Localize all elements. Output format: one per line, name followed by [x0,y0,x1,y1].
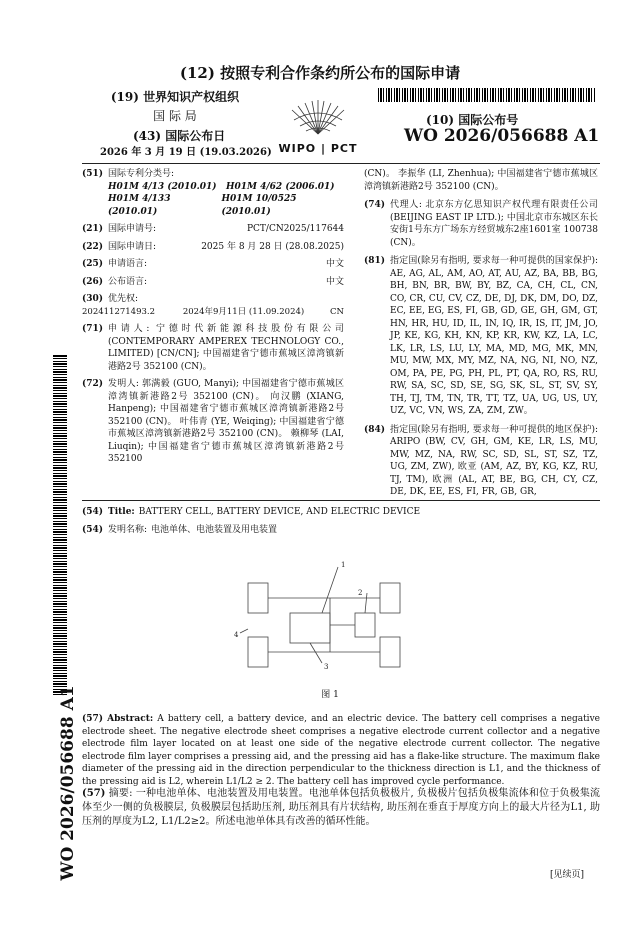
applicant-num: (71) [82,324,104,334]
applicant-field [82,323,344,373]
states84-text: 指定国(除另有指明, 要求每一种可提供的地区保护): ARIPO (BW, CV, GH, GM, KE, LR, LS, MU, MW, MZ, NA, RW, SC, SD, SL, ST, SZ, TZ, UG, ZM, ZW), 欧亚 (AM, AZ, BY, KG, KZ, RU, TJ, TM), 欧洲 (AL, AT, BE, BG, CH, CY, CZ, DE, DK, EE, ES, FI, FR, GB, GR, [390,424,598,497]
priority-label: 优先权: [108,294,139,304]
pub-no: WO 2026/056688 A1 [404,126,600,146]
ipc-code: H01M 4/62 (2006.01) [226,181,335,192]
filing-lang-num: (25) [82,259,104,269]
inventors-field [82,378,344,466]
left-column [82,168,344,466]
wipo-logo-text: WIPO | PCT [278,142,358,155]
ipc-field [82,168,344,218]
states84-num: (84) [364,424,386,435]
side-pub-no: WO 2026/056688 A1 [58,685,78,881]
abstract-en-text: A battery cell, a battery device, and an electric device. The battery cell comprises a negative electrode sheet. The negative electrode sheet comprises a negative electrode current collector and a negative electrode film layer located on at least one side of the negative electrode current collector. The negative electrode film layer comprises a pressing aid, and the pressing aid has a flake-like structure. The maximum flake diameter of the pressing aid in the direction perpendicular to the thickness direction is L1, and the thickness of the pressing aid is L2, wherein L1/L2 ≥ 2. The battery cell has improved cycle performance. [82,714,600,787]
states81-num: (81) [364,256,386,266]
title-zh-value: 电池单体、电池装置及用电装置 [151,525,278,535]
right-column [364,168,598,499]
title-zh-num: (54) [82,525,104,535]
figure-label: 2 [358,589,363,597]
pub-lang-field [82,276,344,289]
figure-label: 1 [341,561,346,569]
figure-label: 4 [234,631,239,639]
pub-lang-num: (26) [82,276,104,287]
rear-right-wheel [380,637,400,667]
wipo-logo [268,96,368,154]
pub-date: 2026 年 3 月 19 日 (19.03.2026) [100,147,272,158]
inventors-text: 发明人: 郭满毅 (GUO, Manyi); 中国福建省宁德市蕉城区漳湾镇新港路2号 352100 (CN)。 向汉鹏 (XIANG, Hanpeng); 中国福建省宁德市蕉城区漳湾镇新港路2号 352100 (CN)。 叶伟青 (YE, Weiqing); 中国福建省宁德市蕉城区漳湾镇新港路2号 352100 (CN)。 赖柳琴 (LAI, Liuqin); 中国福建省宁德市蕉城区漳湾镇新港路2号 352100 [108,379,344,464]
title-en-label: Title: [108,507,135,517]
figure-label: 3 [324,663,329,671]
app-no-num: (21) [82,224,104,234]
ipc-code: H01M 10/0525 (2010.01) [221,194,297,217]
org-sub: 国 际 局 [153,109,197,123]
org-num: (19) [110,90,139,104]
states81-text: 指定国(除另有指明, 要求每一种可提供的国家保护): AE, AG, AL, AM, AO, AT, AU, AZ, BA, BB, BG, BH, BN, BR, BW, BY, BZ, CA, CH, CL, CN, CO, CR, CU, CV, CZ, DE, DJ, DK, DM, DO, DZ, EC, EE, EG, ES, FI, GB, GD, GE, GH, GM, GT, HN, HR, HU, ID, IL, IN, IQ, IR, IS, IT, JM, JO, JP, KE, KG, KH, KN, KP, KR, KW, KZ, LA, LC, LK, LR, LS, LU, LY, MA, MD, MG, MK, MN, MU, MW, MX, MY, MZ, NA, NG, NI, NO, NZ, OM, PA, PE, PG, PH, PL, PT, QA, RO, RS, RU, RW, SA, SC, SD, SE, SG, SK, SL, ST, SV, SY, TH, TJ, TM, TN, TR, TT, TZ, UA, UG, US, UY, UZ, VC, VN, WS, ZA, ZM, ZW。 [390,256,598,416]
title-en [82,506,600,519]
ipc-code: H01M 4/13 (2010.01) [108,181,217,192]
title-zh [82,524,600,537]
priority-date: 2024年9月11日 (11.09.2024) [182,306,305,317]
org-block [100,88,250,124]
priority-app: 202411271493.2 [82,306,156,317]
filing-date-value: 2025 年 8 月 28 日 (28.08.2025) [201,241,344,252]
app-no-field [82,223,344,236]
ipc-num: (51) [82,169,104,179]
filing-lang-label: 申请语言: [108,259,148,269]
priority-country: CN [330,306,344,317]
filing-date-num: (22) [82,241,104,252]
doc-title: (12) 按照专利合作条约所公布的国际申请 [179,64,461,82]
states84-field [364,424,598,499]
barcode-top [378,88,596,102]
pub-no-label: (10) 国际公布号 [426,113,519,127]
agent-field [364,199,598,249]
front-right-wheel [380,583,400,613]
pub-date-label: (43) 国际公布日 [133,129,226,143]
pub-lang-label: 公布语言: [108,276,148,287]
front-left-wheel [248,583,268,613]
filing-lang-field [82,258,344,271]
ipc-code: H01M 4/133 (2010.01) [108,194,171,217]
filing-date-label: 国际申请日: [108,241,157,252]
wipo-globe-icon [268,96,368,136]
filing-date-field [82,241,344,254]
header-rule [82,163,600,164]
states81-field [364,255,598,418]
rear-left-wheel [248,637,268,667]
vehicle-diagram [230,555,430,685]
abstract-zh [82,787,600,829]
title-en-value: BATTERY CELL, BATTERY DEVICE, AND ELECTRIC DEVICE [138,507,421,517]
priority-num: (30) [82,294,104,304]
battery-block [290,613,330,643]
title-zh-label: 发明名称: [108,525,148,535]
applicant-text: 申请人: 宁德时代新能源科技股份有限公司 (CONTEMPORARY AMPEREX TECHNOLOGY CO., LIMITED) [CN/CN]; 中国福建省宁德市蕉城区漳湾镇新港路2号 352100 (CN)。 [108,324,344,372]
abstract-en-num: (57) [82,714,104,724]
abstract-zh-num: (57) [82,788,106,799]
agent-num: (74) [364,200,386,210]
abstract-en-label: Abstract: [107,714,154,724]
controller-block [355,613,375,637]
figure-caption: 图 1 [321,690,339,700]
agent-text: 代理人: 北京东方亿思知识产权代理有限责任公司 (BEIJING EAST IP LTD.); 中国北京市东城区东长安街1号东方广场东方经贸城东2座1601室 100738 (CN)。 [390,200,598,248]
app-no-value: PCT/CN2025/117644 [246,224,344,234]
abstract-en [82,713,600,788]
org-name: 世界知识产权组织 [143,90,240,104]
filing-lang-value: 中文 [325,259,344,269]
inventors-continued: (CN)。 李振华 (LI, Zhenhua); 中国福建省宁德市蕉城区漳湾镇新港路2号 352100 (CN)。 [364,169,598,192]
priority-field [82,293,344,318]
pub-lang-value: 中文 [325,276,344,287]
continue-note: [见续页] [550,870,585,880]
app-no-label: 国际申请号: [108,224,157,234]
inventors-num: (72) [82,379,104,389]
title-en-num: (54) [82,507,104,517]
abstract-zh-text: 一种电池单体、电池装置及用电装置。电池单体包括负极极片, 负极极片包括负极集流体和位于负极集流体至少一侧的负极膜层, 负极膜层包括助压剂, 助压剂具有片状结构, 助压剂在垂直于厚度方向上的最大片径为L1, 助压剂的厚度为L2, L1/L2≥2。所述电池单体具有改善的循环性能。 [82,788,600,827]
section-rule [82,500,600,501]
figure-1 [230,555,430,705]
abstract-zh-label: 摘要: [108,788,133,799]
ipc-label: 国际专利分类号: [108,169,175,179]
